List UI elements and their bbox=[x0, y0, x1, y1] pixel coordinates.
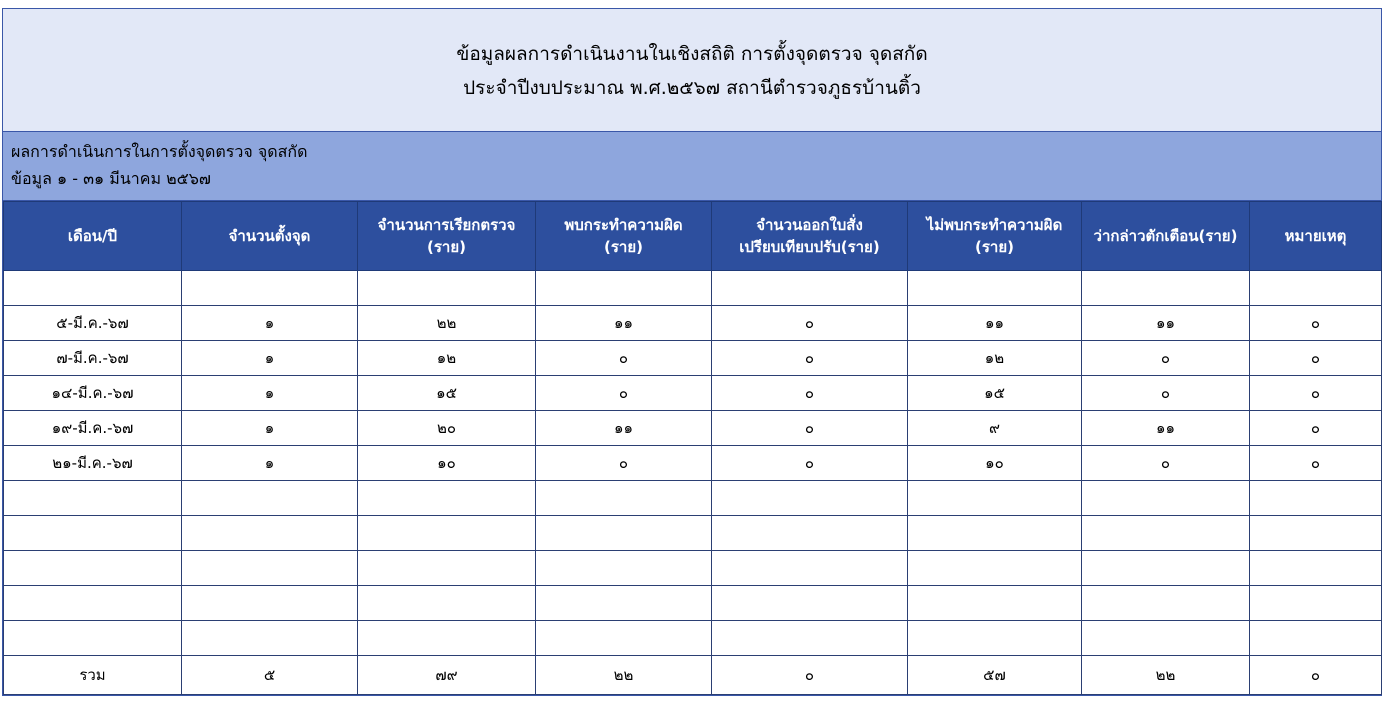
cell-remarks[interactable]: ๐ bbox=[1250, 376, 1382, 411]
table-total-row[interactable] bbox=[4, 656, 1382, 695]
cell-inspections[interactable] bbox=[358, 271, 536, 306]
column-header-checkpoint-count-line-1: จำนวนตั้งจุด bbox=[228, 227, 311, 245]
cell-month[interactable] bbox=[4, 516, 182, 551]
report-document bbox=[2, 8, 1382, 696]
report-title-block bbox=[3, 9, 1381, 132]
column-header-warnings bbox=[1082, 202, 1250, 271]
page-title-line-2: ประจำปีงบประมาณ พ.ศ.๒๕๖๗ สถานีตำรวจภูธรบ้านติ้ว bbox=[463, 77, 921, 99]
cell-total-warnings[interactable]: ๒๒ bbox=[1082, 656, 1250, 695]
cell-warnings[interactable] bbox=[1082, 586, 1250, 621]
cell-month[interactable]: ๑๙-มี.ค.-๖๗ bbox=[4, 411, 182, 446]
cell-total-violations-found[interactable]: ๒๒ bbox=[536, 656, 712, 695]
column-header-no-violation-line-1: ไม่พบกระทำความผิด bbox=[926, 216, 1063, 234]
cell-inspections[interactable]: ๒๒ bbox=[358, 306, 536, 341]
cell-tickets-issued[interactable] bbox=[712, 271, 908, 306]
cell-warnings[interactable] bbox=[1082, 621, 1250, 656]
cell-warnings[interactable]: ๑๑ bbox=[1082, 306, 1250, 341]
cell-tickets-issued[interactable] bbox=[712, 481, 908, 516]
cell-violations-found[interactable]: ๑๑ bbox=[536, 306, 712, 341]
column-header-violations-found bbox=[536, 202, 712, 271]
cell-inspections[interactable]: ๑๐ bbox=[358, 446, 536, 481]
column-header-month bbox=[4, 202, 182, 271]
cell-remarks[interactable] bbox=[1250, 271, 1382, 306]
cell-violations-found[interactable]: ๑๑ bbox=[536, 411, 712, 446]
cell-remarks[interactable]: ๐ bbox=[1250, 306, 1382, 341]
column-header-violations-found-line-1: พบกระทำความผิด bbox=[564, 216, 683, 234]
column-header-remarks bbox=[1250, 202, 1382, 271]
cell-month[interactable] bbox=[4, 621, 182, 656]
cell-remarks[interactable]: ๐ bbox=[1250, 446, 1382, 481]
cell-total-inspections[interactable]: ๗๙ bbox=[358, 656, 536, 695]
cell-violations-found[interactable] bbox=[536, 586, 712, 621]
column-header-remarks-line-1: หมายเหตุ bbox=[1284, 227, 1347, 245]
table-row[interactable] bbox=[4, 481, 1382, 516]
column-header-inspections bbox=[358, 202, 536, 271]
cell-month[interactable]: ๕-มี.ค.-๖๗ bbox=[4, 306, 182, 341]
table-row[interactable] bbox=[4, 271, 1382, 306]
cell-inspections[interactable] bbox=[358, 481, 536, 516]
cell-warnings[interactable] bbox=[1082, 551, 1250, 586]
cell-tickets-issued[interactable] bbox=[712, 621, 908, 656]
cell-inspections[interactable] bbox=[358, 621, 536, 656]
cell-no-violation[interactable]: ๑๒ bbox=[908, 341, 1082, 376]
cell-no-violation[interactable] bbox=[908, 551, 1082, 586]
cell-checkpoint-count[interactable]: ๑ bbox=[182, 341, 358, 376]
cell-violations-found[interactable] bbox=[536, 271, 712, 306]
column-header-tickets-issued-line-1: จำนวนออกใบสั่ง bbox=[756, 216, 863, 234]
cell-inspections[interactable]: ๑๒ bbox=[358, 341, 536, 376]
cell-month[interactable]: ๑๔-มี.ค.-๖๗ bbox=[4, 376, 182, 411]
cell-total-tickets-issued[interactable]: ๐ bbox=[712, 656, 908, 695]
cell-violations-found[interactable] bbox=[536, 481, 712, 516]
cell-checkpoint-count[interactable] bbox=[182, 586, 358, 621]
cell-inspections[interactable] bbox=[358, 586, 536, 621]
cell-warnings[interactable] bbox=[1082, 271, 1250, 306]
cell-no-violation[interactable] bbox=[908, 516, 1082, 551]
table-row[interactable] bbox=[4, 621, 1382, 656]
cell-tickets-issued[interactable]: ๐ bbox=[712, 306, 908, 341]
cell-no-violation[interactable]: ๑๕ bbox=[908, 376, 1082, 411]
cell-inspections[interactable] bbox=[358, 551, 536, 586]
cell-warnings-selected[interactable]: ๐ bbox=[1082, 446, 1250, 481]
cell-checkpoint-count[interactable]: ๑ bbox=[182, 411, 358, 446]
cell-checkpoint-count[interactable] bbox=[182, 481, 358, 516]
cell-tickets-issued[interactable]: ๐ bbox=[712, 341, 908, 376]
cell-tickets-issued[interactable]: ๐ bbox=[712, 411, 908, 446]
column-header-checkpoint-count bbox=[182, 202, 358, 271]
cell-checkpoint-count[interactable]: ๑ bbox=[182, 446, 358, 481]
table-row[interactable] bbox=[4, 551, 1382, 586]
cell-remarks[interactable] bbox=[1250, 481, 1382, 516]
cell-checkpoint-count[interactable]: ๑ bbox=[182, 376, 358, 411]
cell-violations-found[interactable] bbox=[536, 621, 712, 656]
cell-no-violation[interactable]: ๑๑ bbox=[908, 306, 1082, 341]
cell-checkpoint-count[interactable] bbox=[182, 271, 358, 306]
cell-no-violation[interactable] bbox=[908, 481, 1082, 516]
statistics-table bbox=[3, 201, 1382, 695]
cell-warnings[interactable]: ๐ bbox=[1082, 376, 1250, 411]
cell-violations-found[interactable]: ๐ bbox=[536, 446, 712, 481]
cell-no-violation[interactable] bbox=[908, 271, 1082, 306]
cell-no-violation[interactable] bbox=[908, 621, 1082, 656]
column-header-no-violation-line-2: (ราย) bbox=[975, 238, 1014, 256]
report-subtitle-block bbox=[3, 132, 1381, 201]
cell-inspections[interactable]: ๑๕ bbox=[358, 376, 536, 411]
cell-warnings[interactable] bbox=[1082, 516, 1250, 551]
cell-remarks[interactable]: ๐ bbox=[1250, 341, 1382, 376]
cell-checkpoint-count[interactable]: ๑ bbox=[182, 306, 358, 341]
cell-month[interactable] bbox=[4, 271, 182, 306]
cell-checkpoint-count[interactable] bbox=[182, 621, 358, 656]
table-row[interactable] bbox=[4, 586, 1382, 621]
cell-tickets-issued[interactable] bbox=[712, 516, 908, 551]
cell-violations-found[interactable] bbox=[536, 551, 712, 586]
cell-checkpoint-count[interactable] bbox=[182, 516, 358, 551]
cell-violations-found[interactable]: ๐ bbox=[536, 341, 712, 376]
cell-remarks[interactable] bbox=[1250, 586, 1382, 621]
cell-inspections[interactable] bbox=[358, 516, 536, 551]
cell-violations-found[interactable] bbox=[536, 516, 712, 551]
column-header-month-line-1: เดือน/ปี bbox=[67, 227, 118, 245]
cell-tickets-issued[interactable]: ๐ bbox=[712, 376, 908, 411]
cell-remarks[interactable] bbox=[1250, 621, 1382, 656]
cell-checkpoint-count[interactable] bbox=[182, 551, 358, 586]
cell-month[interactable] bbox=[4, 481, 182, 516]
cell-total-checkpoint-count[interactable]: ๕ bbox=[182, 656, 358, 695]
cell-remarks[interactable] bbox=[1250, 516, 1382, 551]
cell-remarks[interactable] bbox=[1250, 551, 1382, 586]
cell-total-remarks[interactable]: ๐ bbox=[1250, 656, 1382, 695]
page-title-line-1: ข้อมูลผลการดำเนินงานในเชิงสถิติ การตั้งจุดตรวจ จุดสกัด bbox=[456, 43, 928, 65]
cell-no-violation[interactable] bbox=[908, 586, 1082, 621]
cell-total-no-violation[interactable]: ๕๗ bbox=[908, 656, 1082, 695]
table-body bbox=[4, 271, 1382, 695]
column-header-no-violation bbox=[908, 202, 1082, 271]
cell-violations-found[interactable]: ๐ bbox=[536, 376, 712, 411]
column-header-tickets-issued-line-2: เปรียบเทียบปรับ(ราย) bbox=[739, 238, 880, 256]
cell-tickets-issued[interactable] bbox=[712, 586, 908, 621]
column-header-inspections-line-2: (ราย) bbox=[427, 238, 466, 256]
cell-remarks[interactable]: ๐ bbox=[1250, 411, 1382, 446]
cell-month[interactable] bbox=[4, 586, 182, 621]
column-header-inspections-line-1: จำนวนการเรียกตรวจ bbox=[377, 216, 516, 234]
subtitle-line-2: ข้อมูล ๑ - ๓๑ มีนาคม ๒๕๖๗ bbox=[11, 169, 211, 188]
cell-warnings[interactable] bbox=[1082, 481, 1250, 516]
column-header-violations-found-line-2: (ราย) bbox=[604, 238, 643, 256]
cell-total-label[interactable]: รวม bbox=[4, 656, 182, 695]
cell-no-violation[interactable]: ๙ bbox=[908, 411, 1082, 446]
table-row[interactable] bbox=[4, 516, 1382, 551]
cell-no-violation[interactable]: ๑๐ bbox=[908, 446, 1082, 481]
cell-warnings[interactable]: ๐ bbox=[1082, 341, 1250, 376]
table-row[interactable] bbox=[4, 376, 1382, 411]
cell-inspections[interactable]: ๒๐ bbox=[358, 411, 536, 446]
cell-month[interactable]: ๒๑-มี.ค.-๖๗ bbox=[4, 446, 182, 481]
table-row[interactable] bbox=[4, 446, 1382, 481]
table-header-row bbox=[4, 202, 1382, 271]
column-header-warnings-line-1: ว่ากล่าวตักเตือน(ราย) bbox=[1093, 227, 1238, 245]
cell-warnings[interactable]: ๑๑ bbox=[1082, 411, 1250, 446]
column-header-tickets-issued bbox=[712, 202, 908, 271]
table-row[interactable] bbox=[4, 411, 1382, 446]
table-row[interactable] bbox=[4, 306, 1382, 341]
cell-month[interactable] bbox=[4, 551, 182, 586]
table-row[interactable] bbox=[4, 341, 1382, 376]
cell-tickets-issued[interactable]: ๐ bbox=[712, 446, 908, 481]
cell-tickets-issued[interactable] bbox=[712, 551, 908, 586]
cell-month[interactable]: ๗-มี.ค.-๖๗ bbox=[4, 341, 182, 376]
subtitle-line-1: ผลการดำเนินการในการตั้งจุดตรวจ จุดสกัด bbox=[11, 142, 308, 161]
